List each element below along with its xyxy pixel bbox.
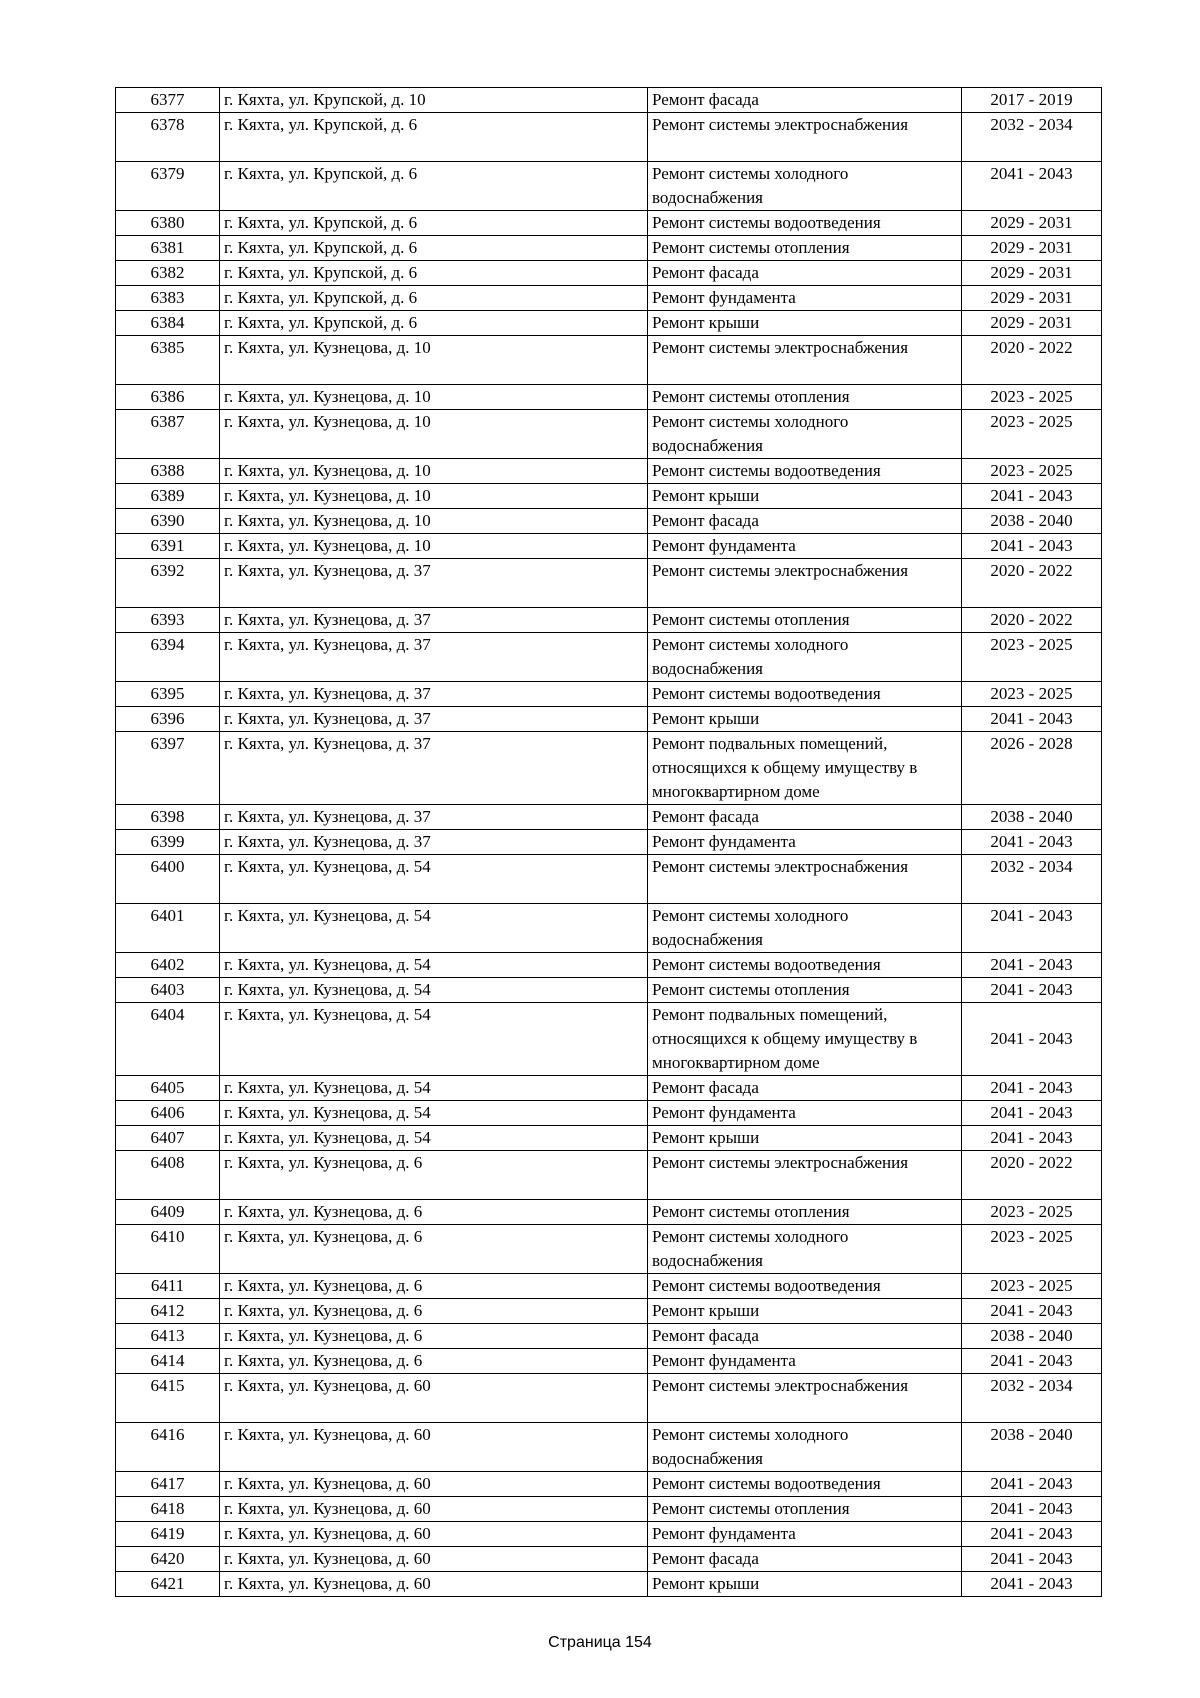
- address-cell: г. Кяхта, ул. Крупской, д. 6: [220, 162, 648, 211]
- table-row: [116, 953, 1102, 978]
- row-number: 6400: [116, 855, 220, 904]
- period-cell: 2038 - 2040: [962, 509, 1102, 534]
- address-cell: г. Кяхта, ул. Кузнецова, д. 6: [220, 1274, 648, 1299]
- period-cell: 2020 - 2022: [962, 336, 1102, 385]
- period-cell: 2041 - 2043: [962, 162, 1102, 211]
- table-row: [116, 236, 1102, 261]
- table-row: [116, 855, 1102, 904]
- row-number: 6391: [116, 534, 220, 559]
- work-type-cell: Ремонт системы водоотведения: [648, 953, 962, 978]
- table-row: [116, 1274, 1102, 1299]
- table-row: [116, 1076, 1102, 1101]
- period-cell: 2041 - 2043: [962, 1126, 1102, 1151]
- period-cell: 2023 - 2025: [962, 1274, 1102, 1299]
- period-cell: 2017 - 2019: [962, 88, 1102, 113]
- table-row: [116, 978, 1102, 1003]
- row-number: 6413: [116, 1324, 220, 1349]
- row-number: 6406: [116, 1101, 220, 1126]
- row-number: 6401: [116, 904, 220, 953]
- row-number: 6417: [116, 1472, 220, 1497]
- work-type-cell: Ремонт фундамента: [648, 1522, 962, 1547]
- address-cell: г. Кяхта, ул. Крупской, д. 6: [220, 236, 648, 261]
- row-number: 6412: [116, 1299, 220, 1324]
- period-cell: 2041 - 2043: [962, 1003, 1102, 1076]
- address-cell: г. Кяхта, ул. Кузнецова, д. 37: [220, 682, 648, 707]
- address-cell: г. Кяхта, ул. Кузнецова, д. 6: [220, 1299, 648, 1324]
- row-number: 6389: [116, 484, 220, 509]
- work-type-cell: Ремонт крыши: [648, 1572, 962, 1597]
- work-type-cell: Ремонт фасада: [648, 1076, 962, 1101]
- period-cell: 2032 - 2034: [962, 855, 1102, 904]
- work-type-cell: Ремонт системы холодного водоснабжения: [648, 1423, 962, 1472]
- row-number: 6388: [116, 459, 220, 484]
- table-row: [116, 534, 1102, 559]
- address-cell: г. Кяхта, ул. Кузнецова, д. 6: [220, 1200, 648, 1225]
- row-number: 6403: [116, 978, 220, 1003]
- address-cell: г. Кяхта, ул. Кузнецова, д. 10: [220, 484, 648, 509]
- table-row: [116, 1497, 1102, 1522]
- work-type-cell: Ремонт системы водоотведения: [648, 1472, 962, 1497]
- address-cell: г. Кяхта, ул. Кузнецова, д. 54: [220, 953, 648, 978]
- address-cell: г. Кяхта, ул. Кузнецова, д. 60: [220, 1472, 648, 1497]
- table-row: [116, 1126, 1102, 1151]
- address-cell: г. Кяхта, ул. Кузнецова, д. 54: [220, 978, 648, 1003]
- row-number: 6409: [116, 1200, 220, 1225]
- address-cell: г. Кяхта, ул. Кузнецова, д. 54: [220, 1126, 648, 1151]
- address-cell: г. Кяхта, ул. Кузнецова, д. 10: [220, 459, 648, 484]
- period-cell: 2029 - 2031: [962, 311, 1102, 336]
- address-cell: г. Кяхта, ул. Кузнецова, д. 60: [220, 1522, 648, 1547]
- address-cell: г. Кяхта, ул. Кузнецова, д. 6: [220, 1225, 648, 1274]
- table-row: [116, 805, 1102, 830]
- address-cell: г. Кяхта, ул. Крупской, д. 6: [220, 113, 648, 162]
- row-number: 6395: [116, 682, 220, 707]
- period-cell: 2023 - 2025: [962, 385, 1102, 410]
- address-cell: г. Кяхта, ул. Кузнецова, д. 37: [220, 707, 648, 732]
- period-cell: 2038 - 2040: [962, 1324, 1102, 1349]
- work-type-cell: Ремонт системы водоотведения: [648, 682, 962, 707]
- table-row: [116, 311, 1102, 336]
- row-number: 6420: [116, 1547, 220, 1572]
- row-number: 6404: [116, 1003, 220, 1076]
- table-row: [116, 88, 1102, 113]
- table-row: [116, 830, 1102, 855]
- row-number: 6381: [116, 236, 220, 261]
- table-row: [116, 682, 1102, 707]
- work-type-cell: Ремонт системы электроснабжения: [648, 1374, 962, 1423]
- period-cell: 2023 - 2025: [962, 410, 1102, 459]
- work-type-cell: Ремонт подвальных помещений, относящихся к общему имуществу в многоквартирном доме: [648, 1003, 962, 1076]
- row-number: 6408: [116, 1151, 220, 1200]
- period-cell: 2041 - 2043: [962, 1572, 1102, 1597]
- table-row: [116, 459, 1102, 484]
- table-row: [116, 113, 1102, 162]
- row-number: 6382: [116, 261, 220, 286]
- work-type-cell: Ремонт фундамента: [648, 286, 962, 311]
- period-cell: 2041 - 2043: [962, 904, 1102, 953]
- period-cell: 2029 - 2031: [962, 286, 1102, 311]
- period-cell: 2023 - 2025: [962, 1225, 1102, 1274]
- address-cell: г. Кяхта, ул. Кузнецова, д. 10: [220, 336, 648, 385]
- table-row: [116, 608, 1102, 633]
- period-cell: 2038 - 2040: [962, 1423, 1102, 1472]
- table-row: [116, 211, 1102, 236]
- table-row: [116, 707, 1102, 732]
- row-number: 6393: [116, 608, 220, 633]
- work-type-cell: Ремонт фундамента: [648, 1101, 962, 1126]
- work-type-cell: Ремонт системы холодного водоснабжения: [648, 904, 962, 953]
- table-row: [116, 1225, 1102, 1274]
- work-type-cell: Ремонт фундамента: [648, 1349, 962, 1374]
- row-number: 6416: [116, 1423, 220, 1472]
- period-cell: 2041 - 2043: [962, 1349, 1102, 1374]
- row-number: 6380: [116, 211, 220, 236]
- period-cell: 2041 - 2043: [962, 1522, 1102, 1547]
- period-cell: 2041 - 2043: [962, 1299, 1102, 1324]
- row-number: 6396: [116, 707, 220, 732]
- work-type-cell: Ремонт подвальных помещений, относящихся к общему имуществу в многоквартирном доме: [648, 732, 962, 805]
- row-number: 6419: [116, 1522, 220, 1547]
- address-cell: г. Кяхта, ул. Кузнецова, д. 54: [220, 904, 648, 953]
- row-number: 6415: [116, 1374, 220, 1423]
- row-number: 6387: [116, 410, 220, 459]
- work-type-cell: Ремонт крыши: [648, 707, 962, 732]
- repair-schedule-table: [115, 87, 1102, 1597]
- period-cell: 2023 - 2025: [962, 1200, 1102, 1225]
- table-row: [116, 1547, 1102, 1572]
- work-type-cell: Ремонт системы электроснабжения: [648, 855, 962, 904]
- row-number: 6385: [116, 336, 220, 385]
- period-cell: 2041 - 2043: [962, 1076, 1102, 1101]
- work-type-cell: Ремонт крыши: [648, 311, 962, 336]
- row-number: 6402: [116, 953, 220, 978]
- period-cell: 2041 - 2043: [962, 953, 1102, 978]
- work-type-cell: Ремонт системы электроснабжения: [648, 336, 962, 385]
- table-row: [116, 732, 1102, 805]
- work-type-cell: Ремонт фасада: [648, 261, 962, 286]
- work-type-cell: Ремонт фасада: [648, 509, 962, 534]
- address-cell: г. Кяхта, ул. Кузнецова, д. 54: [220, 1076, 648, 1101]
- address-cell: г. Кяхта, ул. Кузнецова, д. 37: [220, 805, 648, 830]
- row-number: 6399: [116, 830, 220, 855]
- row-number: 6418: [116, 1497, 220, 1522]
- row-number: 6405: [116, 1076, 220, 1101]
- row-number: 6383: [116, 286, 220, 311]
- period-cell: 2020 - 2022: [962, 1151, 1102, 1200]
- table-row: [116, 286, 1102, 311]
- address-cell: г. Кяхта, ул. Кузнецова, д. 54: [220, 855, 648, 904]
- work-type-cell: Ремонт системы электроснабжения: [648, 559, 962, 608]
- address-cell: г. Кяхта, ул. Кузнецова, д. 10: [220, 534, 648, 559]
- table-row: [116, 162, 1102, 211]
- row-number: 6379: [116, 162, 220, 211]
- work-type-cell: Ремонт крыши: [648, 1126, 962, 1151]
- table-row: [116, 1324, 1102, 1349]
- page-number: Страница 154: [548, 1634, 652, 1651]
- table-row: [116, 385, 1102, 410]
- address-cell: г. Кяхта, ул. Кузнецова, д. 60: [220, 1572, 648, 1597]
- table-row: [116, 484, 1102, 509]
- period-cell: 2023 - 2025: [962, 459, 1102, 484]
- row-number: 6397: [116, 732, 220, 805]
- address-cell: г. Кяхта, ул. Крупской, д. 6: [220, 286, 648, 311]
- period-cell: 2029 - 2031: [962, 261, 1102, 286]
- work-type-cell: Ремонт системы электроснабжения: [648, 1151, 962, 1200]
- address-cell: г. Кяхта, ул. Кузнецова, д. 10: [220, 385, 648, 410]
- address-cell: г. Кяхта, ул. Кузнецова, д. 37: [220, 608, 648, 633]
- address-cell: г. Кяхта, ул. Кузнецова, д. 37: [220, 633, 648, 682]
- address-cell: г. Кяхта, ул. Кузнецова, д. 10: [220, 509, 648, 534]
- table-row: [116, 1522, 1102, 1547]
- address-cell: г. Кяхта, ул. Кузнецова, д. 60: [220, 1423, 648, 1472]
- address-cell: г. Кяхта, ул. Кузнецова, д. 54: [220, 1101, 648, 1126]
- address-cell: г. Кяхта, ул. Кузнецова, д. 60: [220, 1497, 648, 1522]
- period-cell: 2020 - 2022: [962, 608, 1102, 633]
- work-type-cell: Ремонт системы отопления: [648, 1200, 962, 1225]
- table-row: [116, 1472, 1102, 1497]
- table-row: [116, 1200, 1102, 1225]
- address-cell: г. Кяхта, ул. Кузнецова, д. 60: [220, 1547, 648, 1572]
- period-cell: 2032 - 2034: [962, 1374, 1102, 1423]
- period-cell: 2041 - 2043: [962, 978, 1102, 1003]
- work-type-cell: Ремонт системы отопления: [648, 1497, 962, 1522]
- table-row: [116, 1423, 1102, 1472]
- period-cell: 2041 - 2043: [962, 1547, 1102, 1572]
- work-type-cell: Ремонт системы холодного водоснабжения: [648, 1225, 962, 1274]
- period-cell: 2032 - 2034: [962, 113, 1102, 162]
- work-type-cell: Ремонт фасада: [648, 1547, 962, 1572]
- work-type-cell: Ремонт системы холодного водоснабжения: [648, 410, 962, 459]
- row-number: 6378: [116, 113, 220, 162]
- row-number: 6377: [116, 88, 220, 113]
- period-cell: 2029 - 2031: [962, 236, 1102, 261]
- table-row: [116, 261, 1102, 286]
- table-row: [116, 1349, 1102, 1374]
- row-number: 6421: [116, 1572, 220, 1597]
- period-cell: 2029 - 2031: [962, 211, 1102, 236]
- period-cell: 2023 - 2025: [962, 682, 1102, 707]
- address-cell: г. Кяхта, ул. Кузнецова, д. 6: [220, 1324, 648, 1349]
- work-type-cell: Ремонт системы водоотведения: [648, 459, 962, 484]
- period-cell: 2041 - 2043: [962, 1101, 1102, 1126]
- work-type-cell: Ремонт фасада: [648, 1324, 962, 1349]
- work-type-cell: Ремонт системы отопления: [648, 608, 962, 633]
- table-row: [116, 559, 1102, 608]
- period-cell: 2041 - 2043: [962, 1472, 1102, 1497]
- table-row: [116, 904, 1102, 953]
- table-row: [116, 1299, 1102, 1324]
- work-type-cell: Ремонт системы электроснабжения: [648, 113, 962, 162]
- period-cell: 2041 - 2043: [962, 830, 1102, 855]
- work-type-cell: Ремонт системы отопления: [648, 978, 962, 1003]
- work-type-cell: Ремонт системы отопления: [648, 385, 962, 410]
- table-row: [116, 336, 1102, 385]
- period-cell: 2041 - 2043: [962, 484, 1102, 509]
- period-cell: 2023 - 2025: [962, 633, 1102, 682]
- row-number: 6414: [116, 1349, 220, 1374]
- row-number: 6407: [116, 1126, 220, 1151]
- address-cell: г. Кяхта, ул. Кузнецова, д. 54: [220, 1003, 648, 1076]
- table-row: [116, 1003, 1102, 1076]
- work-type-cell: Ремонт фундамента: [648, 830, 962, 855]
- period-cell: 2026 - 2028: [962, 732, 1102, 805]
- work-type-cell: Ремонт крыши: [648, 1299, 962, 1324]
- work-type-cell: Ремонт системы холодного водоснабжения: [648, 633, 962, 682]
- period-cell: 2041 - 2043: [962, 534, 1102, 559]
- address-cell: г. Кяхта, ул. Кузнецова, д. 37: [220, 830, 648, 855]
- address-cell: г. Кяхта, ул. Кузнецова, д. 60: [220, 1374, 648, 1423]
- address-cell: г. Кяхта, ул. Кузнецова, д. 37: [220, 559, 648, 608]
- row-number: 6384: [116, 311, 220, 336]
- table-row: [116, 1151, 1102, 1200]
- address-cell: г. Кяхта, ул. Крупской, д. 6: [220, 211, 648, 236]
- row-number: 6394: [116, 633, 220, 682]
- work-type-cell: Ремонт системы холодного водоснабжения: [648, 162, 962, 211]
- table-row: [116, 410, 1102, 459]
- table-row: [116, 509, 1102, 534]
- address-cell: г. Кяхта, ул. Крупской, д. 6: [220, 261, 648, 286]
- work-type-cell: Ремонт системы водоотведения: [648, 211, 962, 236]
- row-number: 6411: [116, 1274, 220, 1299]
- work-type-cell: Ремонт крыши: [648, 484, 962, 509]
- address-cell: г. Кяхта, ул. Крупской, д. 6: [220, 311, 648, 336]
- row-number: 6410: [116, 1225, 220, 1274]
- table-row: [116, 1374, 1102, 1423]
- table-row: [116, 1101, 1102, 1126]
- work-type-cell: Ремонт фундамента: [648, 534, 962, 559]
- table-row: [116, 1572, 1102, 1597]
- work-type-cell: Ремонт системы водоотведения: [648, 1274, 962, 1299]
- table-body: [116, 88, 1102, 1597]
- period-cell: 2038 - 2040: [962, 805, 1102, 830]
- address-cell: г. Кяхта, ул. Кузнецова, д. 10: [220, 410, 648, 459]
- period-cell: 2020 - 2022: [962, 559, 1102, 608]
- period-cell: 2041 - 2043: [962, 1497, 1102, 1522]
- row-number: 6390: [116, 509, 220, 534]
- work-type-cell: Ремонт системы отопления: [648, 236, 962, 261]
- row-number: 6386: [116, 385, 220, 410]
- address-cell: г. Кяхта, ул. Кузнецова, д. 6: [220, 1349, 648, 1374]
- period-cell: 2041 - 2043: [962, 707, 1102, 732]
- work-type-cell: Ремонт фасада: [648, 88, 962, 113]
- address-cell: г. Кяхта, ул. Кузнецова, д. 37: [220, 732, 648, 805]
- row-number: 6392: [116, 559, 220, 608]
- address-cell: г. Кяхта, ул. Крупской, д. 10: [220, 88, 648, 113]
- work-type-cell: Ремонт фасада: [648, 805, 962, 830]
- row-number: 6398: [116, 805, 220, 830]
- table-row: [116, 633, 1102, 682]
- address-cell: г. Кяхта, ул. Кузнецова, д. 6: [220, 1151, 648, 1200]
